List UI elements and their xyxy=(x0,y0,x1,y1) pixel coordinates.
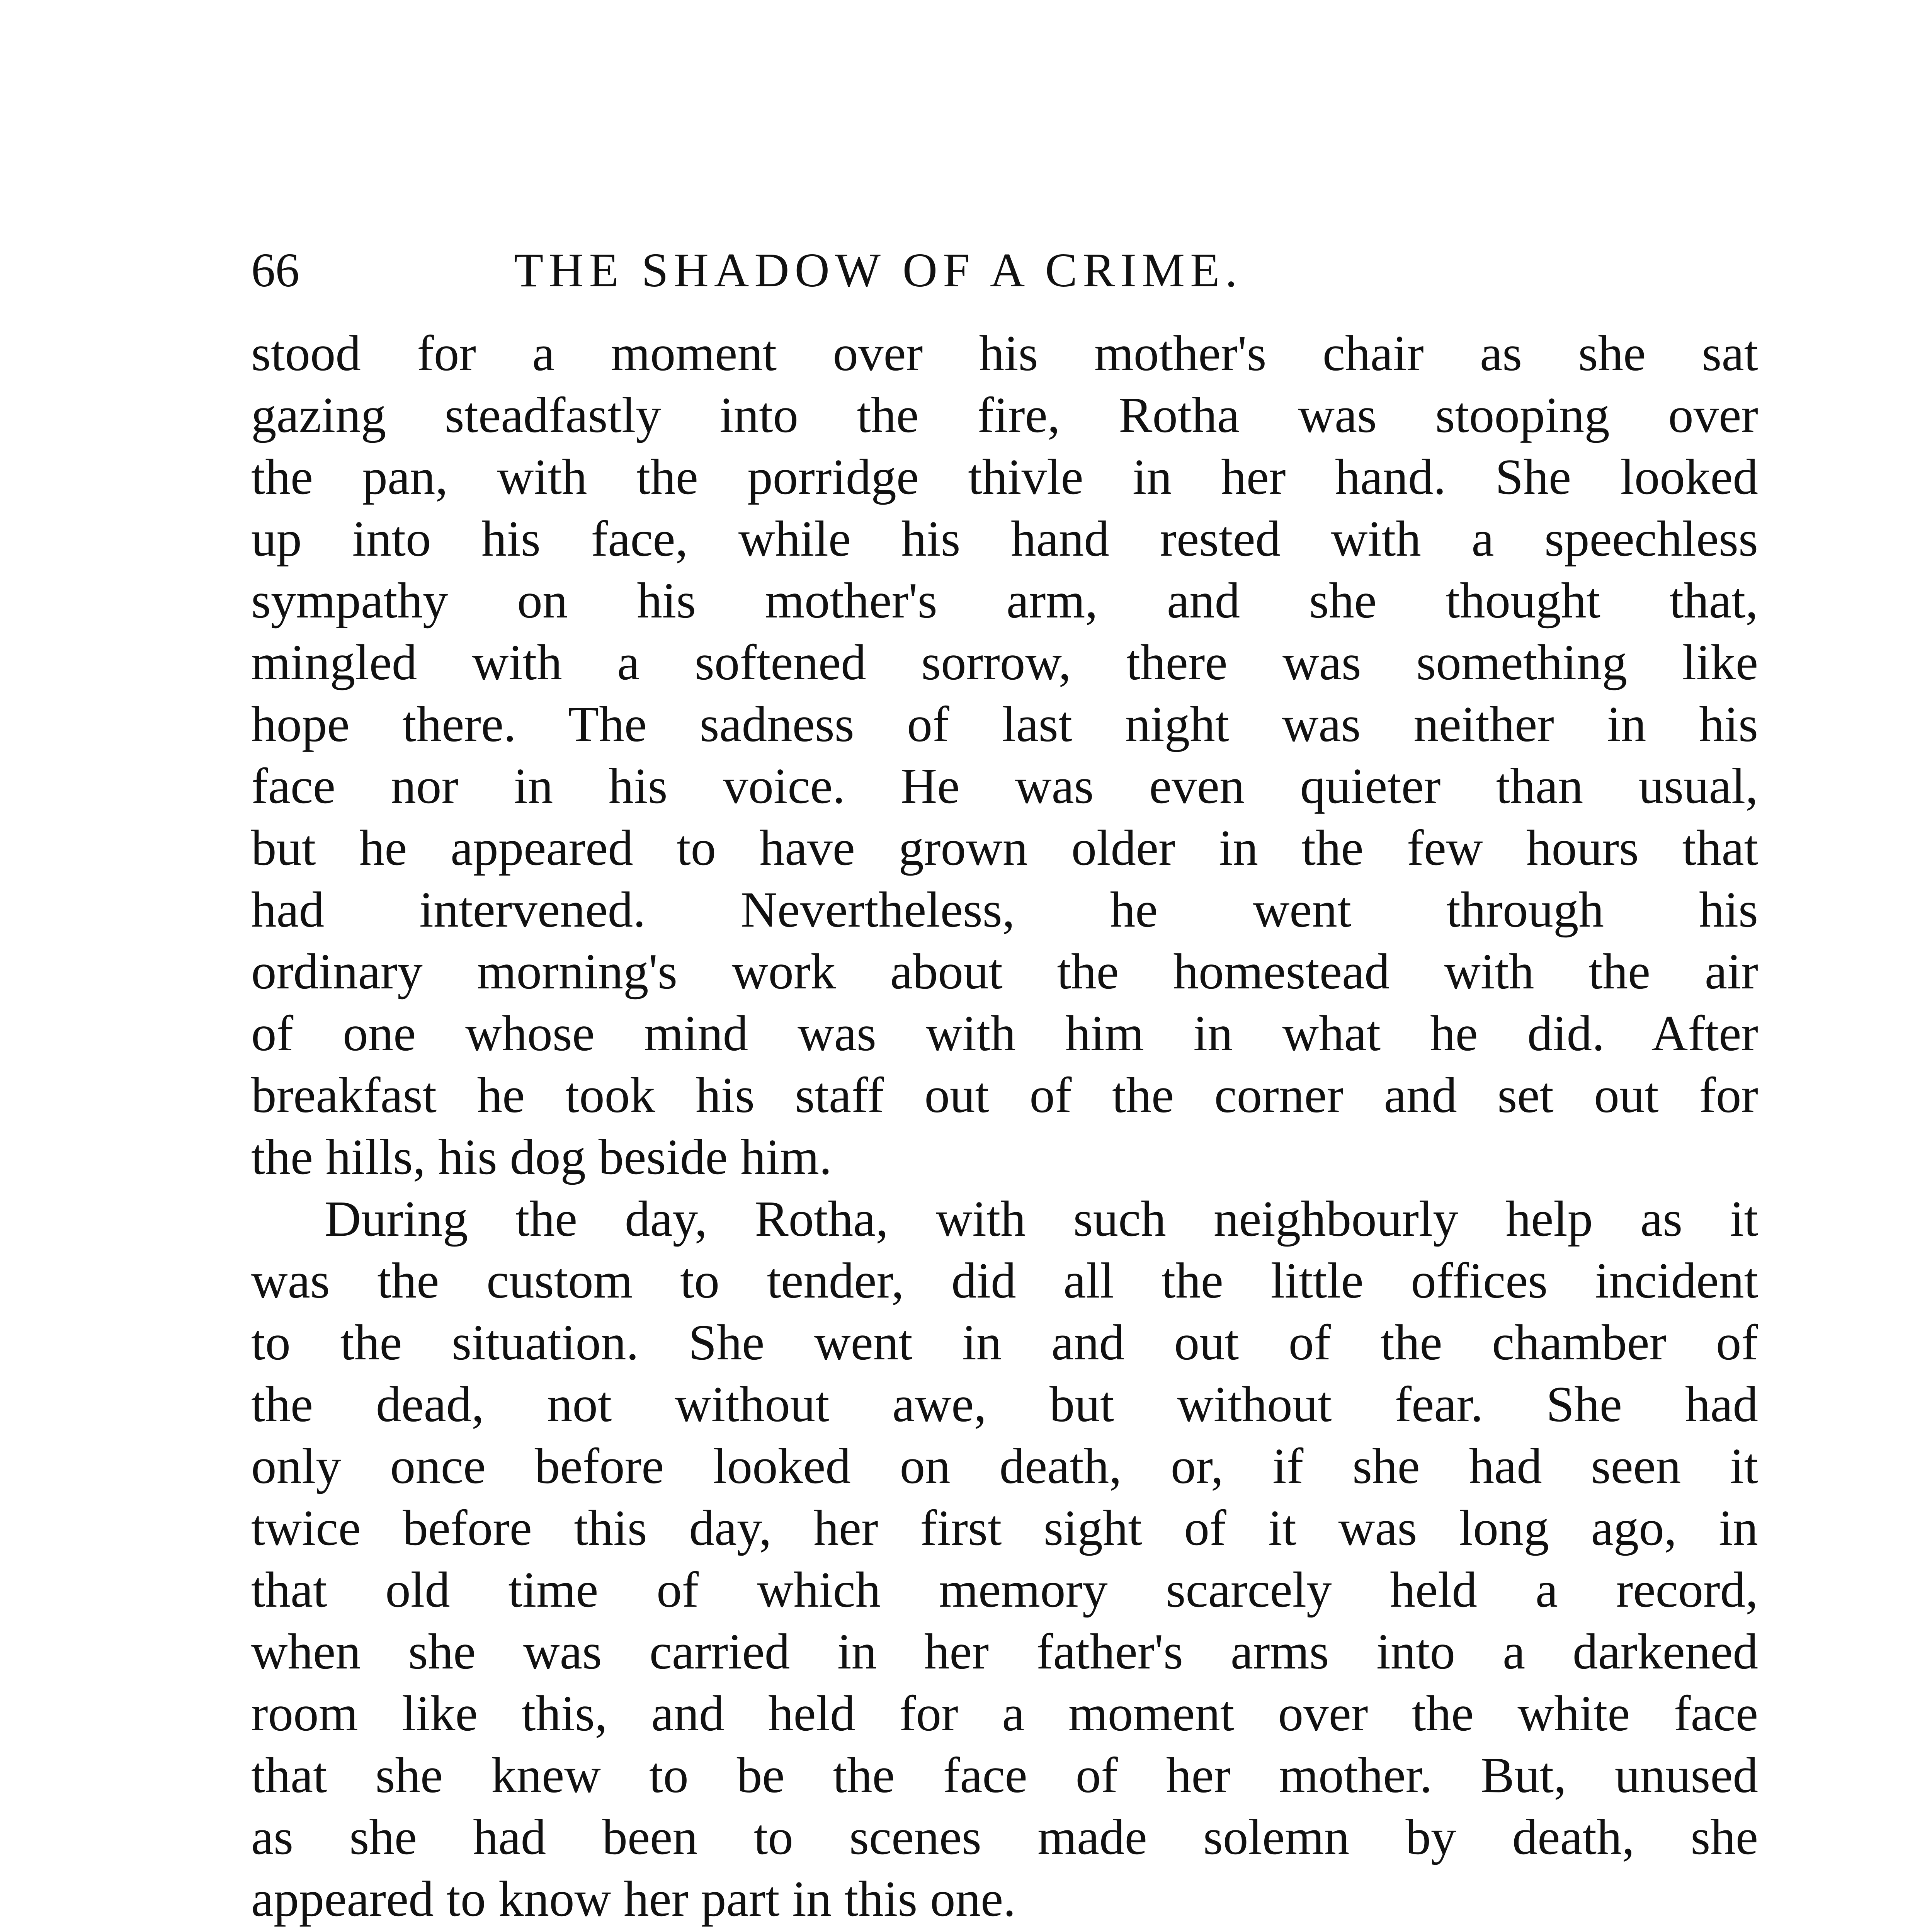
text-line: that she knew to be the face of her mother. But, unused xyxy=(251,1747,1758,1803)
text-line: but he appeared to have grown older in the few hours that xyxy=(251,820,1758,876)
text-line: face nor in his voice. He was even quieter than usual, xyxy=(251,758,1758,814)
text-line: gazing steadfastly into the fire, Rotha was stooping over xyxy=(251,387,1758,443)
page-header xyxy=(251,232,1758,309)
paragraph-start-line xyxy=(251,1930,1758,1932)
text-line: was the custom to tender, did all the little offices incident xyxy=(251,1253,1758,1309)
text-line: the hills, his dog beside him. xyxy=(251,1129,832,1185)
text-line: of one whose mind was with him in what he did. After xyxy=(251,1005,1758,1061)
paragraph-start-line: During the day, Rotha, with such neighbourly help as it xyxy=(325,1191,1758,1247)
text-line: ordinary morning's work about the homestead with the air xyxy=(251,944,1758,1000)
text-line: that old time of which memory scarcely held a record, xyxy=(251,1562,1758,1618)
text-line: the dead, not without awe, but without fear. She had xyxy=(251,1376,1758,1432)
body-text xyxy=(251,323,1758,1932)
text-line: sympathy on his mother's arm, and she thought that, xyxy=(251,573,1758,629)
running-title: THE SHADOW OF A CRIME. xyxy=(514,244,1243,297)
text-line: mingled with a softened sorrow, there was something like xyxy=(251,634,1758,690)
text-line: appeared to know her part in this one. xyxy=(251,1871,1016,1927)
page-number: 66 xyxy=(251,244,299,297)
text-line: stood for a moment over his mother's chair as she sat xyxy=(251,325,1758,381)
text-line: up into his face, while his hand rested with a speechless xyxy=(251,511,1758,567)
text-line: had intervened. Nevertheless, he went through his xyxy=(251,882,1758,938)
text-line: breakfast he took his staff out of the corner and set out for xyxy=(251,1067,1758,1123)
text-line: twice before this day, her first sight of it was long ago, in xyxy=(251,1500,1758,1556)
text-line: hope there. The sadness of last night was neither in his xyxy=(251,696,1758,752)
text-line: to the situation. She went in and out of the chamber of xyxy=(251,1315,1758,1371)
text-line: only once before looked on death, or, if she had seen it xyxy=(251,1438,1758,1494)
text-line: as she had been to scenes made solemn by death, she xyxy=(251,1809,1758,1865)
text-line: when she was carried in her father's arms into a darkened xyxy=(251,1624,1758,1680)
text-line: room like this, and held for a moment over the white face xyxy=(251,1685,1758,1742)
text-line: the pan, with the porridge thivle in her hand. She looked xyxy=(251,449,1758,505)
